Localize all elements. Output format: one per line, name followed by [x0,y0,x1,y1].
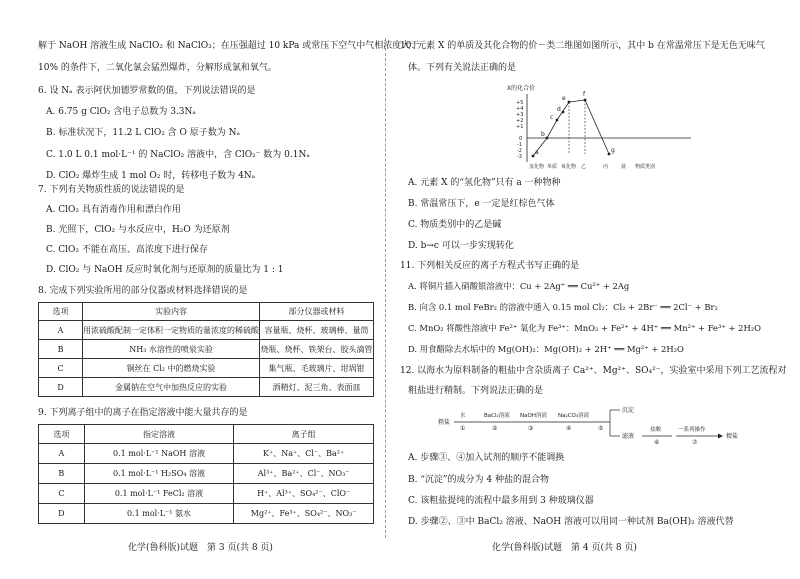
table-cell: NH₃ 水溶性的喷泉实验 [83,340,260,359]
q10-option-c: C. 物质类别中的乙是碱 [408,220,502,230]
table-cell: 0.1 mol·L⁻¹ NaOH 溶液 [84,444,234,464]
table-cell: 金属钠在空气中加热反应的实验 [83,378,260,397]
q7-stem: 7. 下列有关物质性质的说法错误的是 [38,185,185,195]
flow-step-num: ⑦ [692,439,698,444]
q11-option-d: D. 用食醋除去水垢中的 Mg(OH)₂：Mg(OH)₂ + 2H⁺ ══ Mg²⁺ + 2H₂O [408,344,684,354]
purification-flowchart [436,402,756,444]
q8-table [38,302,374,397]
y-tick: +1 [516,124,524,130]
table-cell: B [39,464,85,484]
y-tick: -2 [517,148,522,154]
point-label: d [557,106,561,113]
right-page-column [400,0,800,579]
q10-stem-line-1: 10. 元素 X 的单质及其化合物的价－类二维图如图所示，其中 b 在常温常压下是无色无味气 [400,41,765,51]
q9-header-solution: 指定溶液 [84,425,234,444]
table-cell: D [39,378,83,397]
y-axis-label: X的化合价 [507,85,536,92]
point-label: a [535,149,539,156]
q11-option-b: B. 向含 0.1 mol FeBr₂ 的溶液中通入 0.15 mol Cl₂：Cl₂ + 2Br⁻ ══ 2Cl⁻ + Br₂ [408,302,718,312]
table-cell: 0.1 mol·L⁻¹ 氨水 [84,504,234,524]
flow-step-num: ④ [566,425,572,432]
x-tick: 乙 [581,164,587,170]
q7-option-b: B. 光照下，ClO₂ 与水反应中，H₂O 为还原剂 [46,225,230,235]
column-divider [385,38,386,538]
q9-header-option: 选项 [39,425,85,444]
flow-series-label: 一系列操作 [678,427,706,433]
point-label: c [550,114,554,121]
y-tick: +5 [516,100,524,106]
y-tick: -3 [517,154,522,160]
point-label: e [562,95,566,102]
table-cell: D [39,504,85,524]
q6-option-d: D. ClO₂ 爆炸生成 1 mol O₂ 时，转移电子数为 4Nₐ [46,171,256,181]
flow-step-label: Na₂CO₃溶液 [558,413,590,419]
flow-step-label: BaCl₂溶液 [484,413,510,419]
y-tick: -1 [517,142,522,148]
table-cell: C [39,484,85,504]
q10-option-d: D. b→c 可以一步实现转化 [408,241,514,251]
table-cell: A [39,444,85,464]
flow-step-num: ① [460,425,466,432]
table-cell: 容量瓶、烧杯、玻璃棒、量筒 [260,321,374,340]
table-cell: C [39,359,83,378]
q6-option-b: B. 标准状况下，11.2 L ClO₂ 含 O 原子数为 Nₐ [46,128,240,138]
flow-step-num: ⑥ [654,439,660,444]
q8-header-material: 部分仪器或材料 [260,303,374,321]
q6-option-a: A. 6.75 g ClO₂ 含电子总数为 3.3Nₐ [46,107,196,117]
q11-stem: 11. 下列相关反应的离子方程式书写正确的是 [400,261,580,271]
q8-header-content: 实验内容 [83,303,260,321]
q9-stem: 9. 下列离子组中的离子在指定溶液中能大量共存的是 [38,408,248,418]
table-cell: B [39,340,83,359]
table-cell: 铜丝在 Cl₂ 中的燃烧实验 [83,359,260,378]
table-cell: A [39,321,83,340]
flow-step-label: NaOH溶液 [520,413,547,419]
flow-step-num: ⑤ [598,425,604,432]
table-cell: 用浓硫酸配制一定体积一定物质的量浓度的稀硫酸 [83,321,260,340]
intro-line-2: 10% 的条件下，二氧化氯会猛烈爆炸，分解形成氯和氧气。 [38,63,277,73]
q12-stem-line-1: 12. 以海水为原料制备的粗盐中含杂质离子 Ca²⁺、Mg²⁺、SO₄²⁻，实验室中采用下列工艺流程对 [400,366,787,376]
flow-step-num: ② [492,425,498,432]
y-tick: 0 [519,136,523,142]
table-cell: 酒精灯、泥三角、表面皿 [260,378,374,397]
q6-stem: 6. 设 Nₐ 表示阿伏加德罗常数的值，下列说法错误的是 [38,86,256,96]
q8-stem: 8. 完成下列实验所用的部分仪器或材料选择错误的是 [38,286,248,296]
q12-option-b: B. “沉淀”的成分为 4 种盐的混合物 [408,475,549,485]
q11-option-a: A. 将铜片插入硝酸银溶液中：Cu + 2Ag⁺ ══ Cu²⁺ + 2Ag [408,281,630,291]
q7-option-d: D. ClO₂ 与 NaOH 反应时氧化剂与还原剂的质量比为 1 : 1 [46,265,284,275]
table-cell: K⁺、Na⁺、Cl⁻、Ba²⁺ [234,444,374,464]
point-label: f [583,91,586,98]
flow-step-label: 水 [460,413,466,419]
point-label: g [611,147,615,154]
y-tick: +2 [516,118,524,124]
page-footer-right: 化学(鲁科版)试题 第 4 页(共 8 页) [492,543,637,553]
flow-start-label: 粗盐 [438,419,451,426]
q12-stem-line-2: 粗盐进行精制。下列说法正确的是 [408,386,544,396]
y-tick: +3 [516,112,524,118]
table-cell: Al³⁺、Ba²⁺、Cl⁻、NO₃⁻ [234,464,374,484]
q6-option-c: C. 1.0 L 0.1 mol·L⁻¹ 的 NaClO₂ 溶液中，含 ClO₂⁻ 数为 0.1Nₐ [46,150,310,160]
q12-option-a: A. 步骤③、④加入试剂的顺序不能调换 [408,453,565,463]
q12-option-c: C. 该粗盐提纯的流程中最多用到 3 种玻璃仪器 [408,496,594,506]
q8-header-option: 选项 [39,303,83,321]
table-cell: 0.1 mol·L⁻¹ FeCl₂ 溶液 [84,484,234,504]
table-cell: 0.1 mol·L⁻¹ H₂SO₄ 溶液 [84,464,234,484]
flow-acid-label: 盐酸 [650,427,662,433]
table-cell: 烧瓶、烧杯、铁架台、胶头滴管 [260,340,374,359]
flow-step-num: ③ [528,425,534,432]
flow-end-label: 精盐 [726,433,739,440]
q10-stem-line-2: 体。下列有关说法正确的是 [408,63,517,73]
x-tick: 氢化物 [529,164,545,170]
q7-option-a: A. ClO₂ 具有消毒作用和漂白作用 [46,205,181,215]
table-cell: 集气瓶、毛玻璃片、坩埚钳 [260,359,374,378]
valence-class-chart [505,82,705,172]
x-tick: 单质 [547,164,558,170]
q9-header-ions: 离子组 [234,425,374,444]
table-cell: Mg²⁺、Fe³⁺、SO₄²⁻、NO₃⁻ [234,504,374,524]
q9-table [38,424,374,524]
flow-precipitate-label: 沉淀 [622,407,635,414]
x-axis-label: 物质类别 [635,164,656,170]
intro-line-1: 解于 NaOH 溶液生成 NaClO₂ 和 NaClO₃；在压强超过 10 kPa 或常压下空气中气相浓度大于 [38,41,420,51]
x-tick: 丙 [603,164,609,170]
table-cell: H⁺、Al³⁺、SO₄²⁻、ClO⁻ [234,484,374,504]
q10-option-a: A. 元素 X 的“氢化物”只有 a 一种物种 [408,178,561,188]
q7-option-c: C. ClO₂ 不能在高压、高浓度下进行保存 [46,245,208,255]
x-tick: 氧化物 [561,164,577,170]
page-footer-left: 化学(鲁科版)试题 第 3 页(共 8 页) [128,543,273,553]
flow-filtrate-label: 滤液 [622,433,635,440]
q12-option-d: D. 步骤②、③中 BaCl₂ 溶液、NaOH 溶液可以用同一种试剂 Ba(OH)₂ 溶液代替 [408,517,734,527]
x-tick: 盐 [621,164,627,170]
y-tick: +4 [516,106,524,112]
q11-option-c: C. MnO₂ 将酸性溶液中 Fe²⁺ 氧化为 Fe³⁺：MnO₂ + Fe²⁺ + 4H⁺ ══ Mn²⁺ + Fe³⁺ + 2H₂O [408,323,761,333]
q10-option-b: B. 常温常压下，e 一定是红棕色气体 [408,199,555,209]
point-label: b [541,131,545,138]
